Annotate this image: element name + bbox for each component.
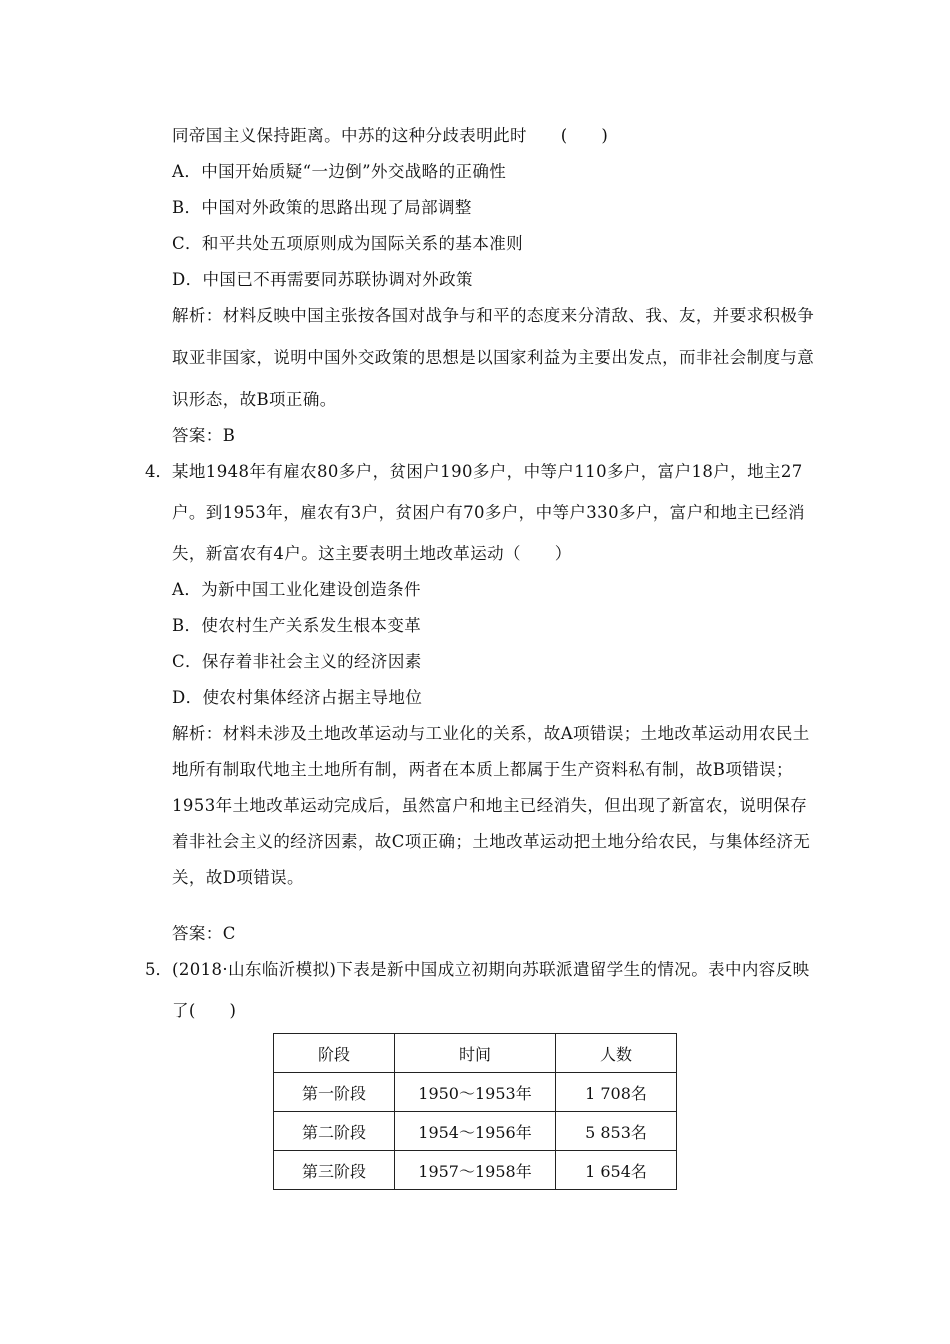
q4-option-d: D．使农村集体经济占据主导地位 <box>172 688 423 707</box>
q5-stem-line: (2018·山东临沂模拟)下表是新中国成立初期向苏联派遣留学生的情况。表中内容反映 <box>172 960 810 979</box>
q4-answer: 答案：C <box>172 924 236 943</box>
q4-number: 4． <box>145 462 172 481</box>
table-cell: 1957～1958年 <box>395 1151 556 1190</box>
header-time: 时间 <box>395 1034 556 1073</box>
q4-stem-line: 户。到1953年，雇农有3户，贫困户有70多户，中等户330多户，富户和地主已经消 <box>172 503 805 522</box>
q3-option-d: D．中国已不再需要同苏联协调对外政策 <box>172 270 473 289</box>
table-cell: 1 654名 <box>556 1151 677 1190</box>
table-cell: 5 853名 <box>556 1112 677 1151</box>
q3-option-b: B．中国对外政策的思路出现了局部调整 <box>172 198 472 217</box>
table-row <box>274 1073 677 1112</box>
q3-analysis-line: 识形态，故B项正确。 <box>172 390 337 409</box>
q4-analysis-line: 关，故D项错误。 <box>172 868 304 887</box>
q4-analysis-line: 解析：材料未涉及土地改革运动与工业化的关系，故A项错误；土地改革运动用农民土 <box>172 724 810 743</box>
q3-option-c: C．和平共处五项原则成为国际关系的基本准则 <box>172 234 524 253</box>
q4-option-a: A．为新中国工业化建设创造条件 <box>172 580 421 599</box>
q4-analysis-line: 着非社会主义的经济因素，故C项正确；土地改革运动把土地分给农民，与集体经济无 <box>172 832 811 851</box>
table-header-row <box>274 1034 677 1073</box>
q3-option-a: A．中国开始质疑“一边倒”外交战略的正确性 <box>172 162 507 181</box>
q5-stem-line: 了( ) <box>172 1001 237 1020</box>
q4-stem-line: 失，新富农有4户。这主要表明土地改革运动（ ） <box>172 544 572 563</box>
table-cell: 第二阶段 <box>274 1112 395 1151</box>
q4-stem-line: 某地1948年有雇农80多户，贫困户190多户，中等户110多户，富户18户，地主27 <box>172 462 803 481</box>
q4-option-c: C．保存着非社会主义的经济因素 <box>172 652 422 671</box>
table-cell: 1 708名 <box>556 1073 677 1112</box>
q5-number: 5． <box>145 960 172 979</box>
header-stage: 阶段 <box>274 1034 395 1073</box>
q3-analysis-line: 取亚非国家，说明中国外交政策的思想是以国家利益为主要出发点，而非社会制度与意 <box>172 348 815 367</box>
header-count: 人数 <box>556 1034 677 1073</box>
table-cell: 第三阶段 <box>274 1151 395 1190</box>
q4-analysis-line: 地所有制取代地主土地所有制，两者在本质上都属于生产资料私有制，故B项错误； <box>172 760 793 779</box>
q3-analysis-line: 解析：材料反映中国主张按各国对战争与和平的态度来分清敌、我、友，并要求积极争 <box>172 306 815 325</box>
table-cell: 第一阶段 <box>274 1073 395 1112</box>
table-cell: 1954～1956年 <box>395 1112 556 1151</box>
q3-answer: 答案：B <box>172 426 236 445</box>
study-abroad-table <box>273 1033 677 1190</box>
table-row <box>274 1112 677 1151</box>
q4-option-b: B．使农村生产关系发生根本变革 <box>172 616 422 635</box>
q4-analysis-line: 1953年土地改革运动完成后，虽然富户和地主已经消失，但出现了新富农，说明保存 <box>172 796 808 815</box>
table-cell: 1950～1953年 <box>395 1073 556 1112</box>
table-row <box>274 1151 677 1190</box>
q3-stem-continuation: 同帝国主义保持距离。中苏的这种分歧表明此时 ( ) <box>172 126 609 145</box>
